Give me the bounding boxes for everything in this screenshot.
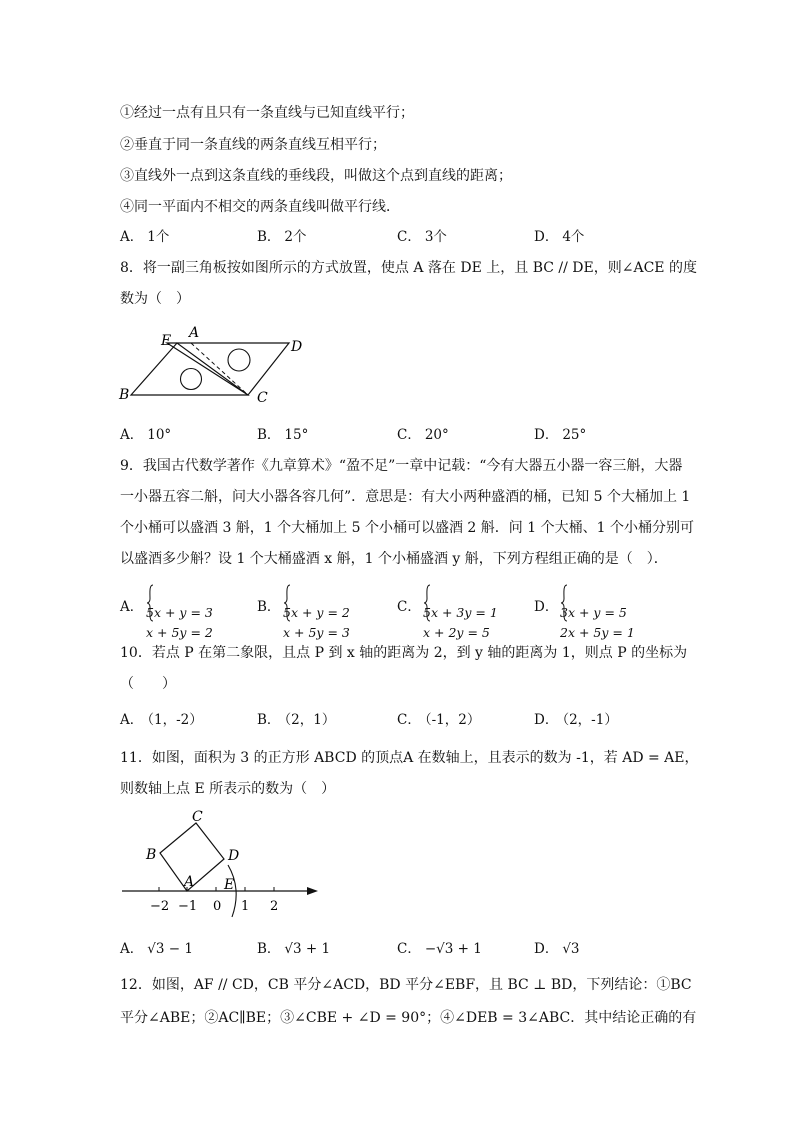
tick-label-minus-2: −2	[150, 899, 170, 914]
q7-option-b[interactable]: B． 2个	[257, 229, 307, 245]
q8-option-c[interactable]: C． 20°	[397, 427, 449, 443]
q8-label-b: B	[119, 387, 130, 403]
tick-label-0: 0	[213, 899, 222, 914]
statement-4: ④同一平面内不相交的两条直线叫做平行线．	[120, 199, 400, 215]
q12-stem-line1: 12．如图，AF // CD，CB 平分∠ACD，BD 平分∠EBF，且 BC ⊥ BD，下列结论：①BC	[120, 977, 692, 993]
q11-option-b[interactable]: B． √3 + 1	[257, 941, 331, 957]
q11-option-a[interactable]: A． √3 − 1	[120, 941, 193, 957]
brace-icon	[423, 583, 431, 623]
brace-icon	[146, 583, 154, 623]
q9-system-c: 5x + 3y = 1 x + 2y = 5	[423, 583, 498, 643]
q8-stem-line1: 8．将一副三角板按如图所示的方式放置，使点 A 落在 DE 上，且 BC // DE，则∠ACE 的度	[120, 260, 697, 276]
q9-system-a: 5x + y = 3 x + 5y = 2	[146, 583, 213, 643]
hole-circle-upper	[228, 349, 250, 371]
statement-3: ③直线外一点到这条直线的垂线段，叫做这个点到直线的距离；	[120, 168, 512, 184]
q10-option-b[interactable]: B． （2，1）	[257, 712, 336, 728]
q11-label-a: A	[184, 874, 195, 890]
number-line-arrow-icon	[307, 887, 318, 895]
q7-option-d[interactable]: D． 4个	[534, 229, 585, 245]
q8-figure	[115, 322, 315, 412]
q10-options	[120, 710, 720, 730]
q9-stem-line4: 以盛酒多少斛？设 1 个大桶盛酒 x 斛，1 个小桶盛酒 y 斛，下列方程组正确的是（ ）．	[120, 551, 668, 567]
q9-option-a[interactable]: A． 5x + y = 3 x + 5y = 2	[120, 597, 147, 617]
q11-label-b: B	[146, 847, 157, 863]
q11-option-d[interactable]: D． √3	[534, 941, 580, 957]
q9-stem-line2: 一小器五容二斛，问大小器各容几何”．意思是：有大小两种盛酒的桶，已知 5 个大桶加上 1	[120, 489, 691, 505]
q11-label-d: D	[228, 848, 240, 864]
q10-stem-line1: 10．若点 P 在第二象限，且点 P 到 x 轴的距离为 2，到 y 轴的距离为 1，则点 P 的坐标为	[120, 645, 688, 661]
q11-number-line-figure	[118, 803, 328, 923]
brace-icon	[560, 583, 568, 623]
q11-option-c[interactable]: C． −√3 + 1	[397, 941, 482, 957]
brace-icon	[283, 583, 291, 623]
q10-stem-line2: （ ）	[120, 676, 176, 692]
q10-option-a[interactable]: A． （1，-2）	[120, 712, 203, 728]
q8-label-e: E	[161, 333, 172, 349]
statement-2: ②垂直于同一条直线的两条直线互相平行；	[120, 137, 386, 153]
hole-circle-lower	[181, 369, 202, 390]
q10-option-d[interactable]: D． （2，-1）	[534, 712, 618, 728]
q9-system-b: 5x + y = 2 x + 5y = 3	[283, 583, 350, 643]
q11-label-c: C	[192, 809, 203, 825]
q8-option-a[interactable]: A． 10°	[120, 427, 172, 443]
q9-stem-line1: 9．我国古代数学著作《九章算术》“盈不足”一章中记载：“今有大器五小器一容三斛，大器	[120, 458, 683, 474]
dashed-segment-ac	[191, 343, 248, 395]
q8-stem-line2: 数为（ ）	[120, 291, 190, 307]
q9-options	[120, 597, 720, 640]
q8-label-a: A	[189, 325, 200, 341]
q8-option-b[interactable]: B． 15°	[257, 427, 309, 443]
q7-option-c[interactable]: C． 3个	[397, 229, 447, 245]
q11-stem-line1: 11．如图，面积为 3 的正方形 ABCD 的顶点A 在数轴上，且表示的数为 -1，若 AD = AE，	[120, 750, 699, 766]
q8-label-d: D	[291, 339, 303, 355]
q11-label-e: E	[224, 877, 235, 893]
q9-option-d[interactable]: D． 3x + y = 5 2x + 5y = 1	[534, 597, 562, 617]
q12-stem-line2: 平分∠ABE；②AC∥BE；③∠CBE + ∠D = 90°；④∠DEB = 3∠ABC．其中结论正确的有	[120, 1010, 697, 1026]
q9-option-c[interactable]: C． 5x + 3y = 1 x + 2y = 5	[397, 597, 425, 617]
q11-options	[120, 939, 720, 959]
q10-option-c[interactable]: C． （-1，2）	[397, 712, 481, 728]
q9-option-b[interactable]: B． 5x + y = 2 x + 5y = 3	[257, 597, 284, 617]
q8-option-d[interactable]: D． 25°	[534, 427, 587, 443]
q9-system-d: 3x + y = 5 2x + 5y = 1	[560, 583, 635, 643]
q11-stem-line2: 则数轴上点 E 所表示的数为（ ）	[120, 781, 336, 797]
q9-stem-line3: 个小桶可以盛酒 3 斛，1 个大桶加上 5 个小桶可以盛酒 2 斛．问 1 个大桶、1 个小桶分别可	[120, 520, 694, 536]
tick-label-minus-1: −1	[178, 899, 198, 914]
statement-1: ①经过一点有且只有一条直线与已知直线平行；	[120, 105, 414, 121]
q8-label-c: C	[257, 390, 268, 406]
tick-label-2: 2	[270, 899, 279, 914]
q7-option-a[interactable]: A． 1个	[120, 229, 170, 245]
q8-options	[120, 425, 720, 445]
q7-options	[120, 227, 720, 247]
tick-label-1: 1	[241, 899, 250, 914]
